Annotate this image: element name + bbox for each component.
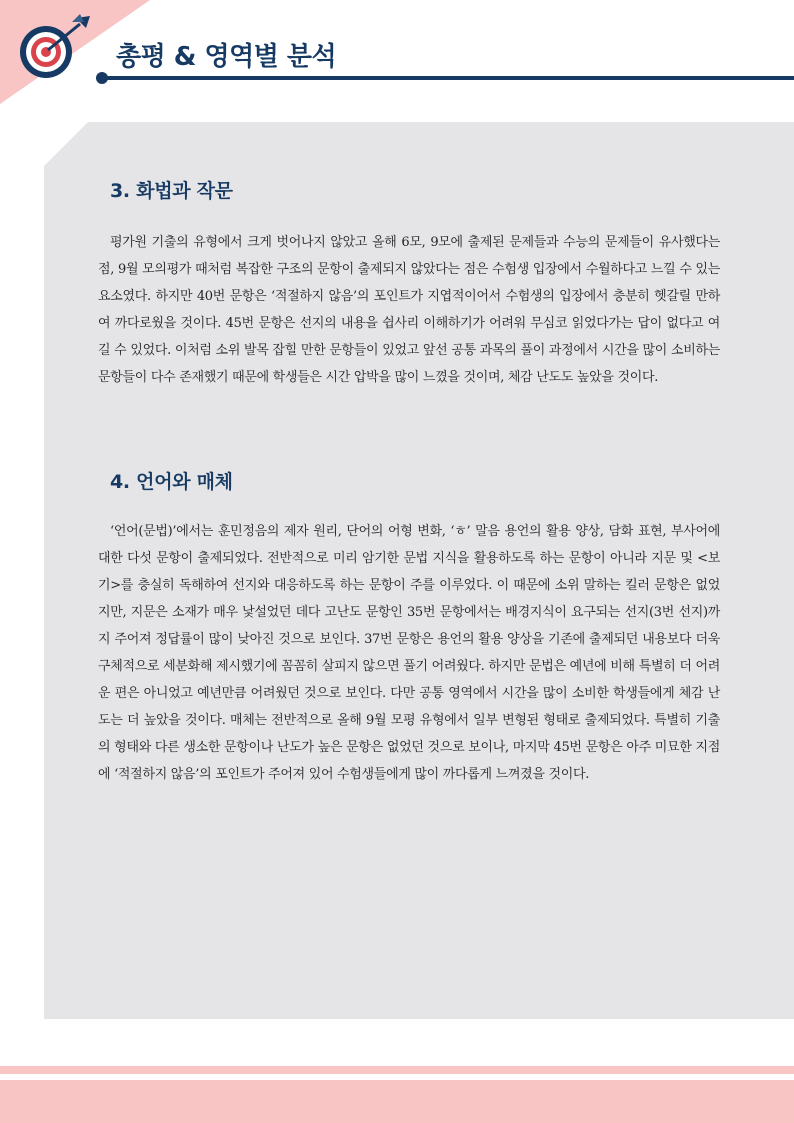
- header-divider-dot: [96, 72, 108, 84]
- page-title: 총평 & 영역별 분석: [116, 42, 337, 72]
- footer-stripe: [0, 1066, 794, 1074]
- target-arrow-icon: [10, 10, 94, 82]
- section-body-language-media: ‘언어(문법)’에서는 훈민정음의 제자 원리, 단어의 어형 변화, ‘ㅎ’ 말음 용언의 활용 양상, 담화 표현, 부사어에 대한 다섯 문항이 출제되었다. 전반적으로 미리 암기한 문법 지식을 활용하도록 하는 문항이 아니라 지문 및 <보기>를 충실히 독해하여 선지와 대응하도록 하는 문항이 주를 이루었다. 이 때문에 소위 말하는 킬러 문항은 없었지만, 지문은 소재가 매우 낯설었던 데다 고난도 문항인 35번 문항에서는 배경지식이 요구되는 선지(3번 선지)까지 주어져 정답률이 많이 낮아진 것으로 보인다. 37번 문항은 용언의 활용 양상을 기존에 출제되던 내용보다 더욱 구체적으로 세분화해 제시했기에 꼼꼼히 살피지 않으면 풀기 어려웠다. 하지만 문법은 예년에 비해 특별히 더 어려운 편은 아니었고 예년만큼 어려웠던 것으로 보인다. 다만 공통 영역에서 시간을 많이 소비한 학생들에게 체감 난도는 더 높았을 것이다. 매체는 전반적으로 올해 9월 모평 유형에서 일부 변형된 형태로 출제되었다. 특별히 기출의 형태와 다른 생소한 문항이나 난도가 높은 문항은 없었던 것으로 보이나, 마지막 45번 문항은 아주 미묘한 지점에 ‘적절하지 않음’의 포인트가 주어져 있어 수험생들에게 많이 까다롭게 느껴졌을 것이다.: [98, 524, 720, 782]
- footer-band: [0, 1080, 794, 1123]
- section-body-speech-writing: 평가원 기출의 유형에서 크게 벗어나지 않았고 올해 6모, 9모에 출제된 문제들과 수능의 문제들이 유사했다는 점, 9월 모의평가 때처럼 복잡한 구조의 문항이 출제되지 않았다는 점은 수험생 입장에서 수월하다고 느낄 수 있는 요소였다. 하지만 40번 문항은 ‘적절하지 않음’의 포인트가 지엽적이어서 수험생의 입장에서 충분히 헷갈릴 만하여 까다로웠을 것이다. 45번 문항은 선지의 내용을 쉽사리 이해하기가 어려워 무심코 읽었다가는 답이 없다고 여길 수 있었다. 이처럼 소위 발목 잡힐 만한 문항들이 있었고 앞선 공통 과목의 풀이 과정에서 시간을 많이 소비하는 문항들이 다수 존재했기 때문에 학생들은 시간 압박을 많이 느꼈을 것이며, 체감 난도도 높았을 것이다.: [98, 235, 720, 385]
- section-heading-speech-writing: 3. 화법과 작문: [110, 180, 233, 202]
- header-divider: [102, 76, 794, 80]
- section-heading-language-media: 4. 언어와 매체: [110, 471, 233, 493]
